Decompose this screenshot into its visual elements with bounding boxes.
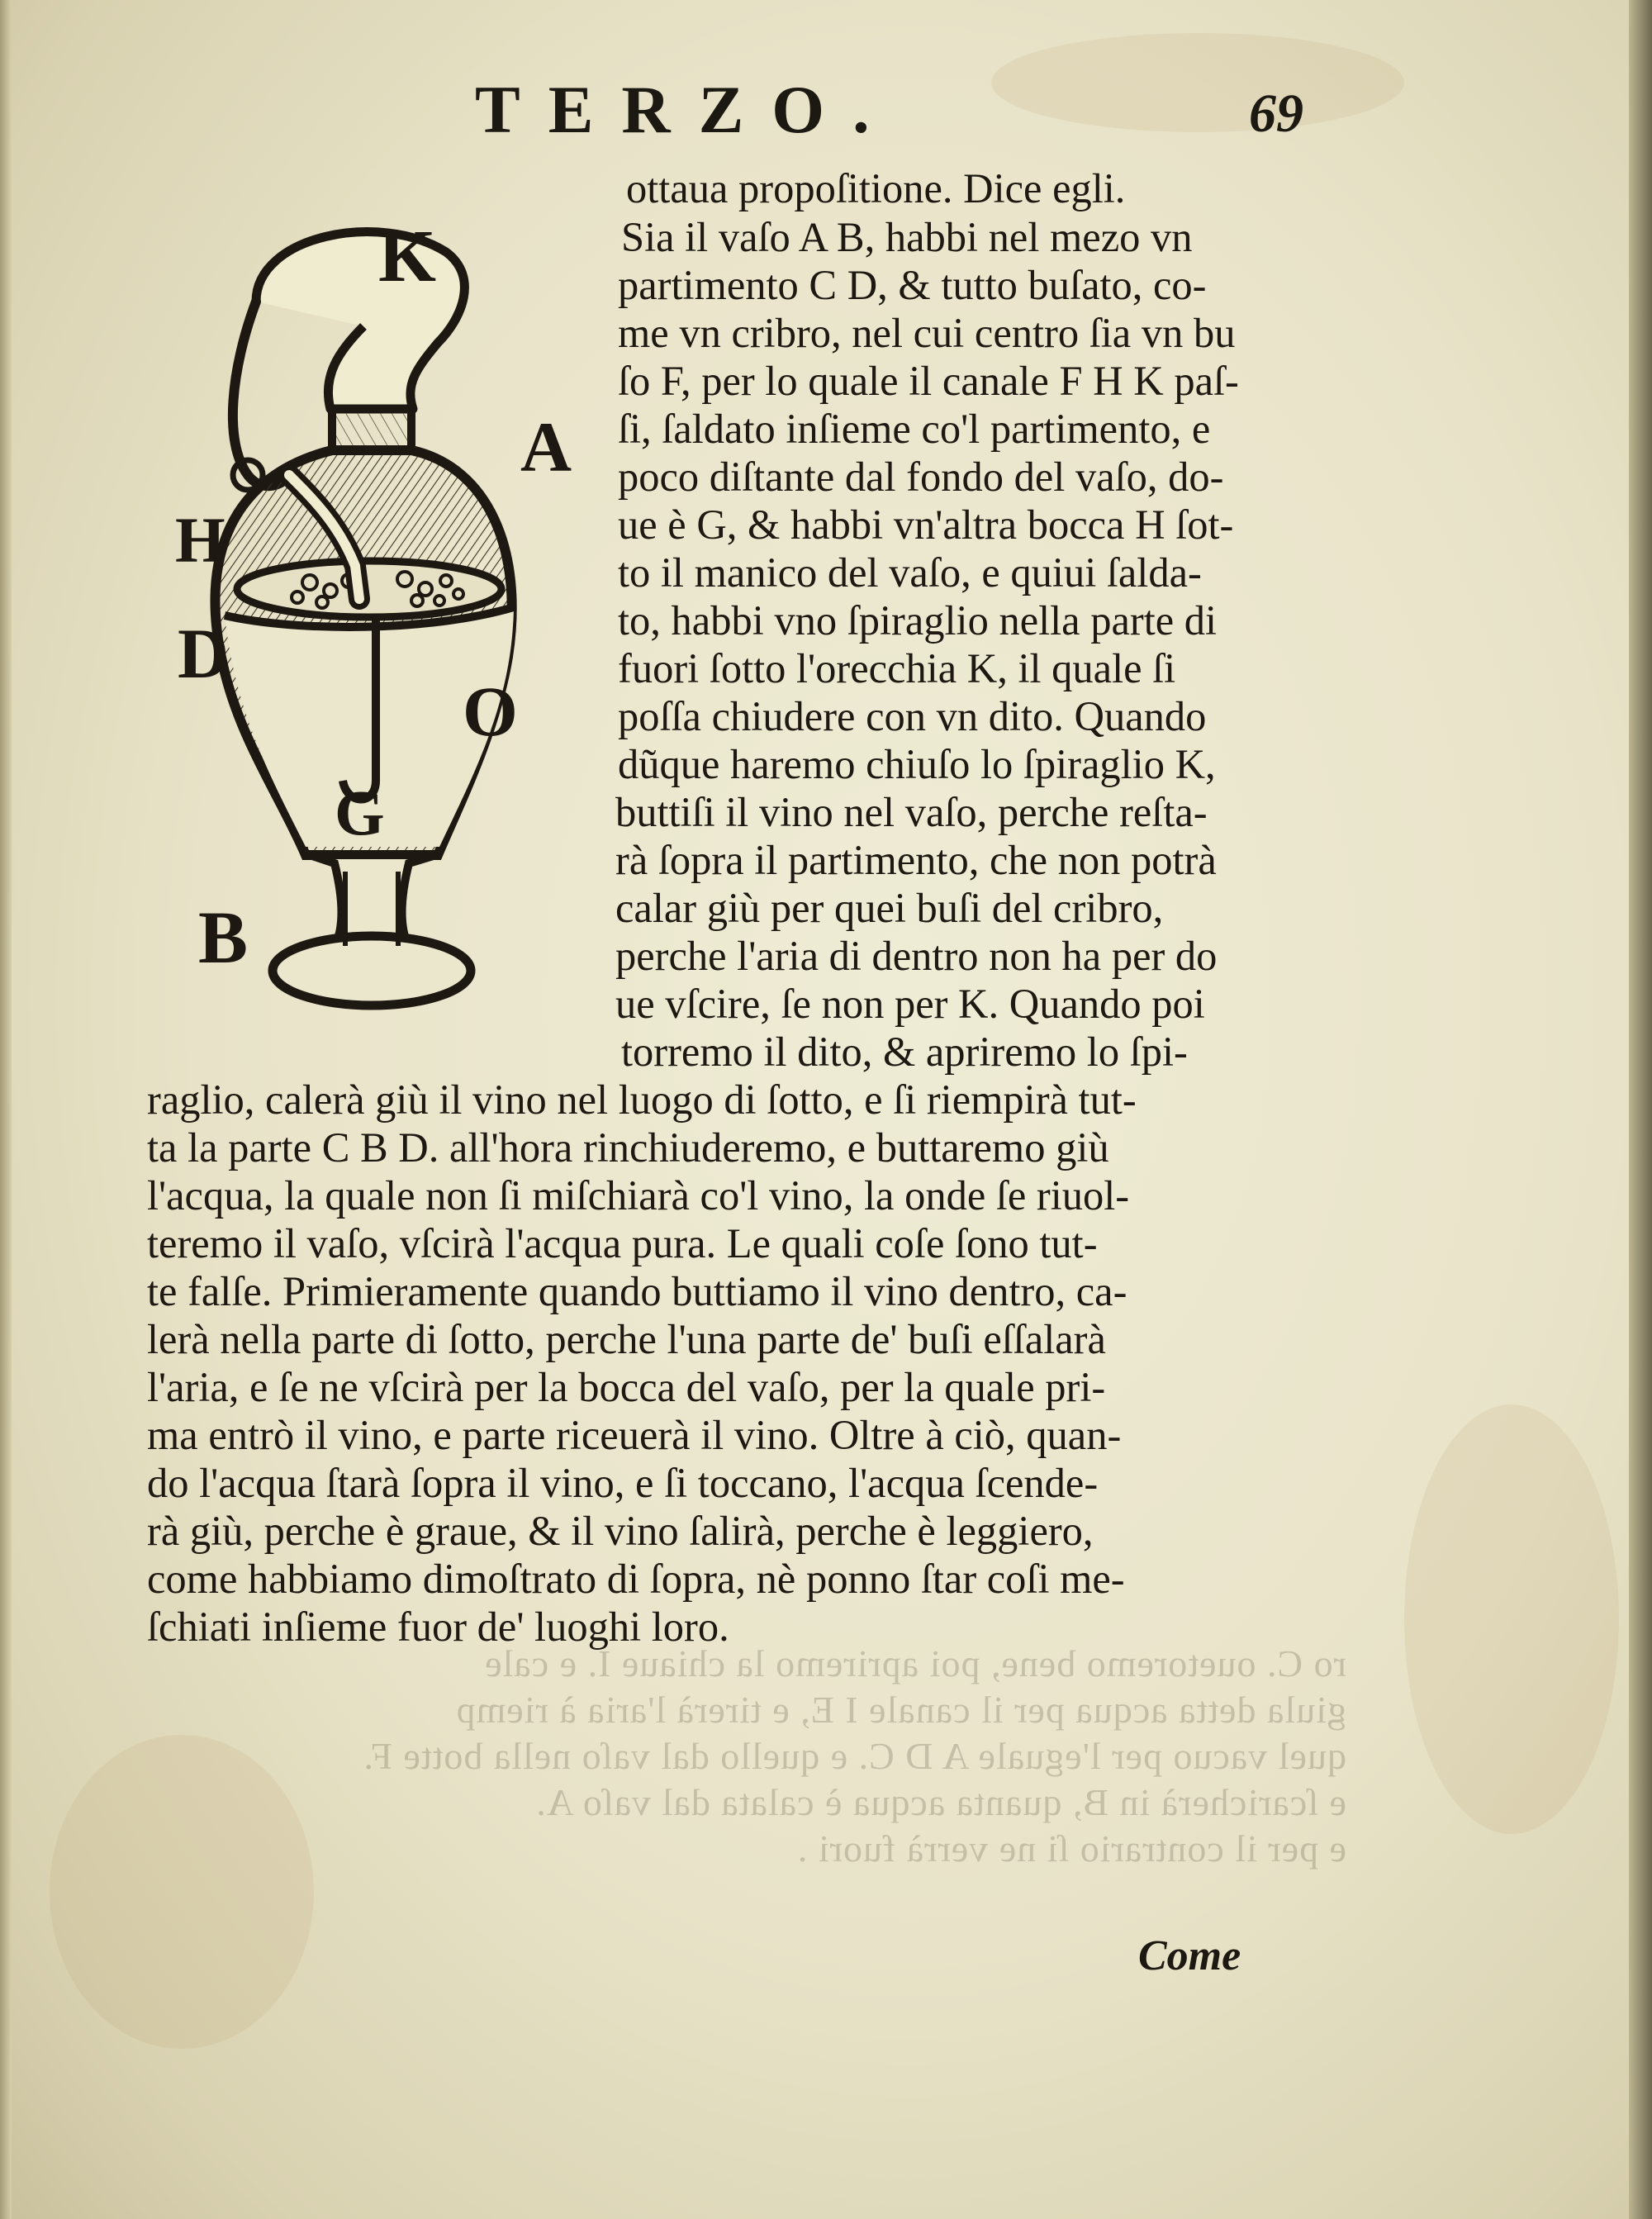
text-line: me vn cribro, nel cui centro ſia vn bu bbox=[618, 310, 1236, 356]
text-line: raglio, calerà giù il vino nel luogo di ſotto, e ſi riempirà tut- bbox=[147, 1076, 1137, 1123]
catchword: Come bbox=[1138, 1932, 1241, 1979]
text-line: ue vſcire, ſe non per K. Quando poi bbox=[615, 981, 1205, 1027]
text-line: perche l'aria di dentro non ha per do bbox=[615, 933, 1218, 979]
figure-label-o: O bbox=[463, 672, 518, 751]
text-line: fuori ſotto l'orecchia K, il quale ſi bbox=[618, 645, 1176, 691]
text-line: rà ſopra il partimento, che non potrà bbox=[615, 837, 1217, 883]
figure-label-b: B bbox=[198, 897, 249, 979]
show-through-text: ro C. ouetoremo bene, poi apriremo la chiaue I. e cale giula detta acqua per il canale I E, e tirerà l'aria à riemp quel vacuo per l'eguale A D C. e quello dal vaſo nella botte F. e ſcaricherà in B, quanta acqua è calata dal vaſo A. e per il contrario ſi ne verrà fuori . bbox=[363, 1642, 1346, 1870]
text-line: ſchiati inſieme fuor de' luoghi loro. bbox=[147, 1604, 729, 1650]
figure-label-k: K bbox=[378, 216, 437, 297]
text-line: ottaua propoſitione. Dice egli. bbox=[626, 165, 1126, 211]
text-line: dũque haremo chiuſo lo ſpiraglio K, bbox=[618, 741, 1216, 787]
text-line: torremo il dito, & apriremo lo ſpi- bbox=[621, 1029, 1188, 1075]
text-line: poſſa chiudere con vn dito. Quando bbox=[618, 693, 1207, 739]
page-number: 69 bbox=[1249, 83, 1303, 144]
figure-label-a: A bbox=[520, 407, 572, 487]
running-header: TERZO. bbox=[475, 72, 898, 147]
text-line: to il manico del vaſo, e quiui ſalda- bbox=[618, 549, 1202, 596]
text-line: come habbiamo dimoſtrato di ſopra, nè ponno ſtar coſi me- bbox=[147, 1556, 1125, 1602]
text-line: calar giù per quei buſi del cribro, bbox=[615, 885, 1164, 931]
figure-label-d: D bbox=[178, 614, 230, 693]
figure-label-h: H bbox=[175, 504, 225, 576]
text-line: teremo il vaſo, vſcirà l'acqua pura. Le quali coſe ſono tut- bbox=[147, 1220, 1098, 1266]
text-line: lerà nella parte di ſotto, perche l'una parte de' buſi eſſalarà bbox=[147, 1316, 1106, 1362]
text-line: te falſe. Primieramente quando buttiamo il vino dentro, ca- bbox=[147, 1268, 1127, 1314]
text-line: ue è G, & habbi vn'altra bocca H ſot- bbox=[618, 501, 1234, 548]
text-line: partimento C D, & tutto buſato, co- bbox=[618, 262, 1207, 308]
text-line: poco diſtante dal fondo del vaſo, do- bbox=[618, 454, 1224, 500]
text-line: l'acqua, la quale non ſi miſchiarà co'l vino, la onde ſe riuol- bbox=[147, 1172, 1130, 1219]
text-line: Sia il vaſo A B, habbi nel mezo vn bbox=[621, 214, 1193, 260]
text-line: l'aria, e ſe ne vſcirà per la bocca del vaſo, per la quale pri- bbox=[147, 1364, 1106, 1410]
text-line: ſo F, per lo quale il canale F H K paſ- bbox=[618, 358, 1239, 404]
text-line: to, habbi vno ſpiraglio nella parte di bbox=[618, 597, 1218, 644]
text-line: buttiſi il vino nel vaſo, perche reſta- bbox=[615, 789, 1208, 835]
text-line: ſi, ſaldato inſieme co'l partimento, e bbox=[618, 406, 1211, 452]
text-line: do l'acqua ſtarà ſopra il vino, e ſi toccano, l'acqua ſcende- bbox=[147, 1460, 1099, 1506]
text-line: ta la parte C B D. all'hora rinchiuderemo, e buttaremo giù bbox=[147, 1124, 1109, 1171]
text-line: rà giù, perche è graue, & il vino ſalirà, perche è leggiero, bbox=[147, 1508, 1094, 1554]
text-line: ma entrò il vino, e parte riceuerà il vino. Oltre à ciò, quan- bbox=[147, 1412, 1122, 1458]
figure-label-g: G bbox=[335, 777, 385, 848]
